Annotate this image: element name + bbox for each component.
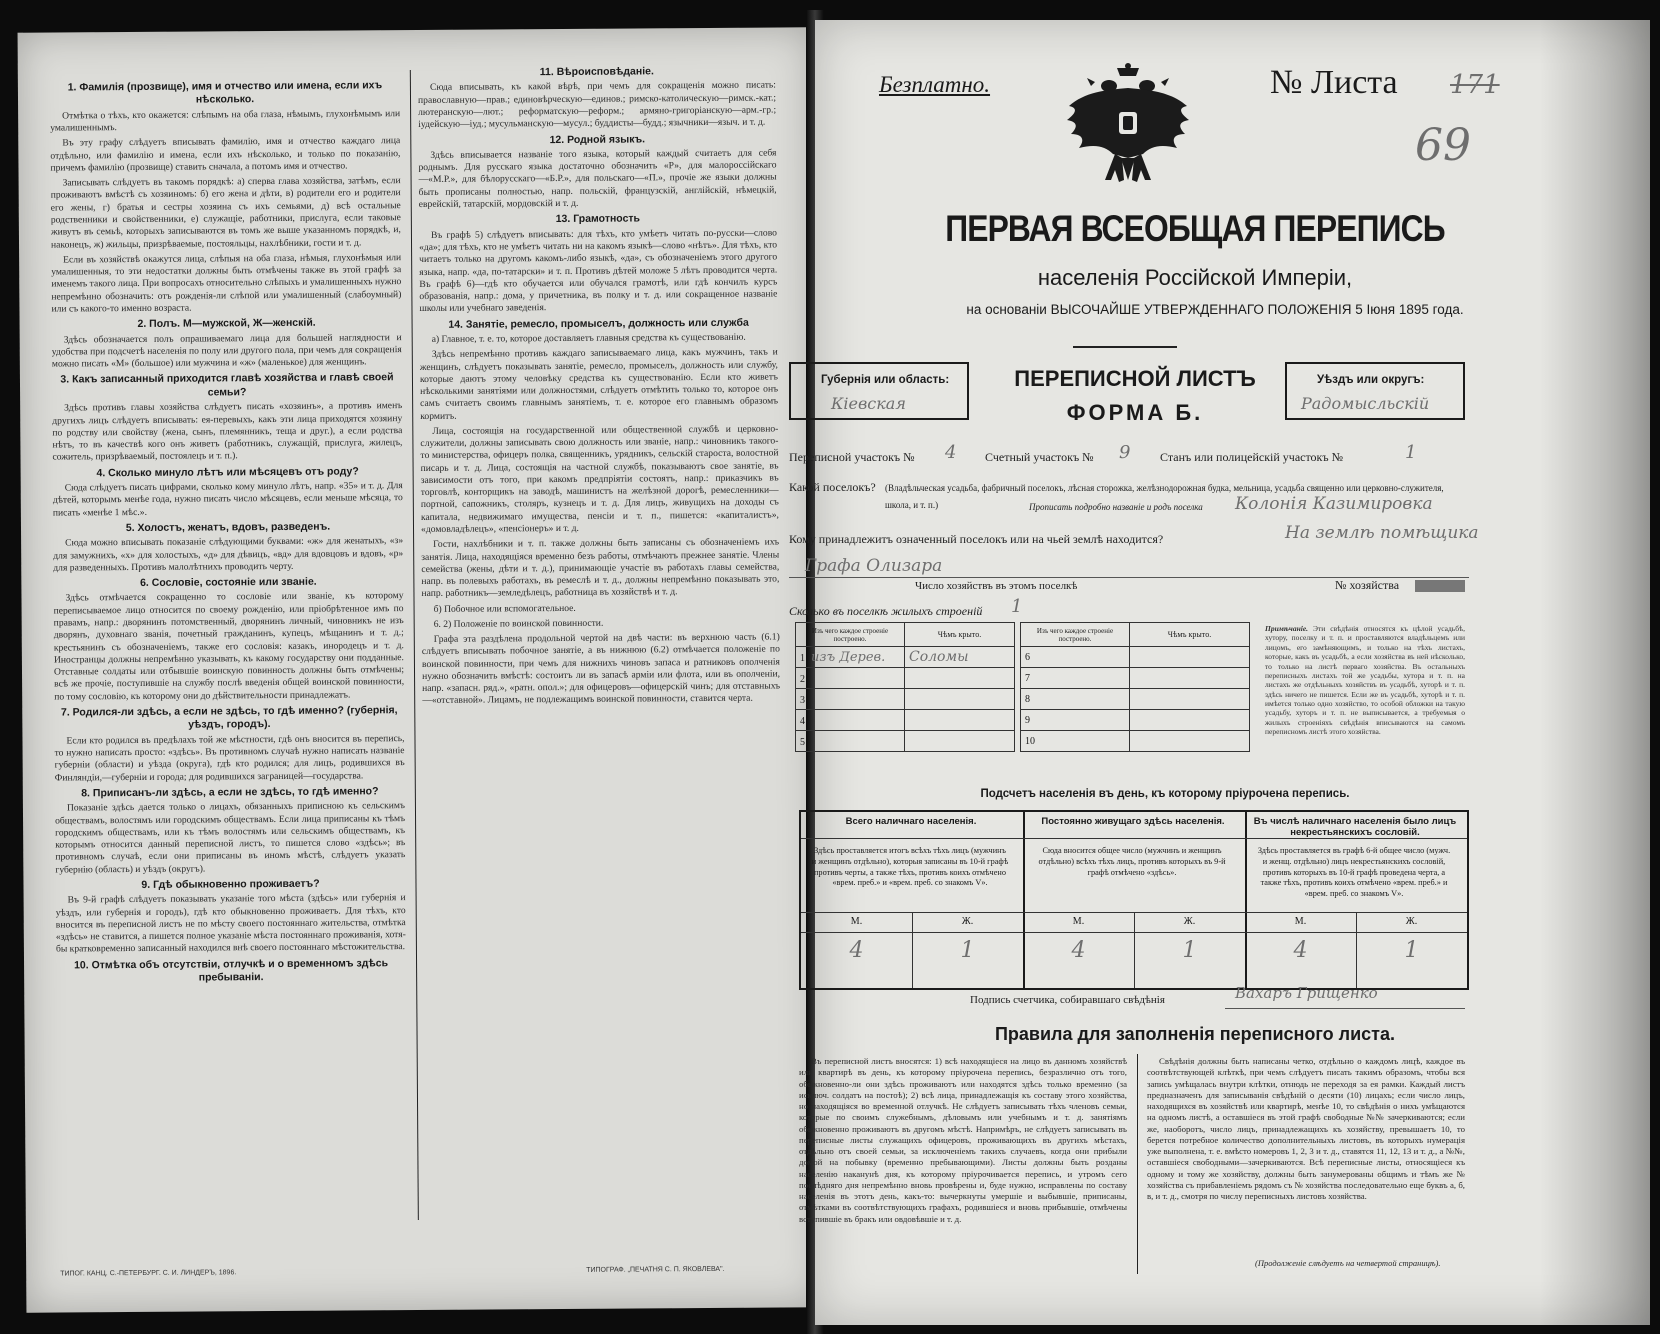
instruction-heading: 1. Фамилія (прозвище), имя и отчество или имена, если ихъ нѣсколько.: [67, 79, 383, 106]
instruction-paragraph: Здѣсь отмѣчается сокращенно то сословіе или званіе, къ которому переписываемое лицо относится по своему рожденію, или пріобрѣтенное имъ по правамъ, напр.: дворянинъ потомственный, дворянинъ личный, чиновникъ не изъ дворянъ, духовнаго званія, почетный гражданинъ, купецъ, мѣщанинъ и т. д.; крестьянинъ съ обозначеніемъ, также его сословія: казакъ, инородецъ и т. д. Иностранцы должны непремѣнно указывать, къ какому государству они подданные. Отставные солдаты или отбывшіе воинскую повинность должны быть отмѣчены; всѣ же прочіе, поступившіе на службу послѣ введенія общей воинской повинности, по тому сословію, къ которому они до дѣйствительности принадлежатъ.: [53, 590, 405, 703]
female-count-handwritten: 1: [960, 938, 975, 963]
instruction-heading: 2. Полъ. М—мужской, Ж—женскій.: [137, 316, 316, 331]
instruction-paragraph: Если въ хозяйствѣ окажутся лица, слѣпыя на оба глаза, нѣмыя, глухонѣмыя или умалишенныя, то эти недостатки должны быть отмѣчены также въ этой графѣ за именемъ такого лица. При вопросахъ относительно слѣпыхъ и умалишенныхъ нужно непремѣнно обозначить: отъ рожденія-ли слѣпой или умалишенный (слабоумный) или съ какого-то именно возраста.: [51, 251, 402, 315]
building-row: [796, 689, 1015, 710]
building-roof-cell: [1130, 731, 1250, 752]
rules-continued-note: (Продолженіе слѣдуетъ на четвертой страницѣ).: [1255, 1258, 1441, 1268]
census-subtitle-2: на основаніи ВЫСОЧАЙШЕ УТВЕРЖДЕННАГО ПОЛОЖЕНІЯ 5 Іюня 1895 года.: [966, 302, 1464, 317]
owner-handwritten-1: На землѣ помѣщика: [1285, 523, 1479, 543]
stan-label: Станъ или полицейскій участокъ №: [1160, 450, 1344, 464]
rules-title: Правила для заполненія переписного листа.: [994, 1024, 1396, 1044]
instruction-heading: 7. Родился-ли здѣсь, а если не здѣсь, то гдѣ именно? (губернія, уѣздъ, городъ).: [60, 704, 398, 731]
building-number: 2: [800, 673, 805, 685]
count-col-header: Всего наличнаго населенія.: [845, 816, 977, 827]
owner-handwritten-2: Графа Олизара: [805, 556, 943, 576]
male-count-handwritten: 4: [1071, 938, 1086, 963]
count-col-description: Здѣсь проставляется итогъ всѣхъ тѣхъ лицъ (мужчинъ и женщинъ отдѣльно), которыя записаны въ 10-й графѣ противъ черты, а также тѣхъ, противъ коихъ отмѣчено «врем. преб.» и «врем. преб. со знакомъ V».: [811, 846, 1009, 888]
instruction-paragraph: Лица, состоящія на государственной или общественной службѣ и церковно-служители, должны записывать свою должность или званіе, напр.: чиновникъ такого-то министерства, офицеръ полка, священникъ, урядникъ, сельскій староста, волостной писарь и т. д. Лица, состоящія на частной службѣ, показываютъ свое занятіе, въ зависимости отъ того, при какомъ предпріятіи состоятъ, напр.: приказчикъ въ торговлѣ, конторщикъ на заводѣ, машинистъ на желѣзной дорогѣ, ремесленники—портной, сапожникъ, столяръ, кузнецъ и т. д. Для лицъ, живущихъ на доходы съ капитала, недвижимаго имущества, пенсіи и т. п., пишется: «капиталистъ», «домовладѣлецъ», «пенсіонеръ» и т. д.: [420, 423, 779, 535]
household-number-label: № хозяйства: [1335, 578, 1400, 592]
page-number-handwritten: 69: [1415, 120, 1471, 171]
building-roof-handwritten: [905, 710, 1015, 731]
census-district-handwritten: 4: [945, 442, 957, 463]
stan-handwritten: 1: [1405, 442, 1417, 463]
sheet-number-handwritten: 171: [1450, 70, 1500, 100]
female-label: Ж.: [1405, 916, 1418, 927]
buildings-col-material: Изъ чего каждое строеніе построено.: [796, 623, 905, 647]
printer-imprint-right: ТИПОГРАФ. „ПЕЧАТНЯ С. П. ЯКОВЛЕВА".: [586, 1265, 725, 1274]
female-label: Ж.: [1183, 916, 1196, 927]
count-title: Подсчетъ населенія въ день, къ которому пріурочена перепись.: [980, 788, 1350, 800]
form-title: ПЕРЕПИСНОЙ ЛИСТЪ: [1014, 366, 1256, 391]
building-roof-handwritten: [905, 731, 1015, 752]
male-label: М.: [1294, 916, 1307, 927]
instruction-heading: 3. Какъ записанный приходится главѣ хозяйства и главѣ своей семьи?: [60, 371, 394, 399]
building-number: 9: [1021, 710, 1130, 731]
instruction-paragraph: Графа эта раздѣлена продольной чертой на двѣ части: въ верхнюю часть (6.1) слѣдуетъ вписывать побочное занятіе, а въ нижнюю (6.2) отмѣчается положеніе по воинской повинности, при чемъ для нижнихъ чиновъ запаса и ратниковъ ополченія нужно обозначить вмѣстѣ: состоитъ ли въ запасѣ арміи или флота, или въ ополченіи, напр. «запасн. ряд.», «ратн. опол.»; для офицеровъ—офицерскій чинъ; для отставныхъ—«отставной». Лицамъ, не подлежащимъ воинской повинности, ставится черта.: [421, 631, 781, 707]
building-number: 3: [800, 694, 805, 706]
female-count-handwritten: 1: [1182, 938, 1197, 963]
instruction-paragraph: Здѣсь непремѣнно противъ каждаго записываемаго лица, какъ мужчинъ, такъ и женщинъ, слѣдуетъ показывать занятіе, ремесло, промыселъ, должность или службу, которые даютъ этому человѣку средства къ существованію. Если кто живетъ нѣсколькими занятіями или должностями, слѣдуетъ отмѣтить только то, которое онъ самъ считаетъ своимъ главнымъ занятіемъ, т. е. которое его главнымъ образомъ кормитъ.: [419, 346, 779, 422]
count-col-description: Здѣсь проставляется въ графѣ 6-й общее число (мужч. и женщ. отдѣльно) лицъ некрестьянскихъ сословій, противъ которыхъ въ 10-й графѣ проведена черта, а также тѣхъ, противъ коихъ отмѣчено «врем. преб.» и «врем. преб. со знакомъ V».: [1257, 846, 1451, 899]
households-label: Число хозяйствъ въ этомъ поселкѣ: [915, 580, 1078, 592]
building-cell: [796, 647, 905, 668]
instruction-paragraph: Въ эту графу слѣдуетъ вписывать фамилію, имя и отчество каждаго лица отдѣльно, или фамилію и имена, если ихъ нѣсколько, и только по показанію, причемъ фамилію (прозвище) ставить сначала, а потомъ имя и отчество.: [50, 135, 401, 174]
buildings-table-right: [1020, 622, 1250, 752]
county-handwritten: Радомысльскій: [1301, 394, 1430, 413]
instruction-heading: 8. Приписанъ-ли здѣсь, а если не здѣсь, то гдѣ именно?: [81, 785, 379, 800]
census-subtitle-1: населенія Россійской Имперіи,: [1037, 265, 1353, 290]
count-row-divider: [801, 912, 1467, 913]
building-row: [796, 668, 1015, 689]
building-roof-handwritten: [905, 689, 1015, 710]
settlement-handwritten: Колонія Казимировка: [1235, 494, 1433, 514]
building-roof-cell: [1130, 668, 1250, 689]
household-number-redaction: [1415, 580, 1465, 592]
building-row: [1021, 647, 1250, 668]
census-title: ПЕРВАЯ ВСЕОБЩАЯ ПЕРЕПИСЬ: [945, 208, 1445, 249]
count-col-header: Въ числѣ наличнаго населенія было лицъ некрестьянскихъ сословій.: [1253, 816, 1457, 838]
signature-handwritten: Вахаръ Грищенко: [1235, 984, 1378, 1002]
instruction-paragraph: а) Главное, т. е. то, которое доставляетъ главныя средства къ существованію.: [431, 331, 746, 345]
buildings-col-material-2: Изъ чего каждое строеніе построено.: [1021, 623, 1130, 647]
instruction-paragraph: 6. 2) Положеніе по воинской повинности.: [433, 617, 604, 630]
instruction-paragraph: Гости, нахлѣбники и т. п. также должны быть записаны съ обозначеніемъ ихъ занятія. Лица, находящіяся временно безъ работы, отмѣчаютъ прежнее занятіе. Члены семейства (жены, дѣти и т. д.), принимающіе участіе въ работахъ главы семейства, напр. въ полевыхъ работахъ, въ ремеслѣ и т. д., должны непремѣнно показывать это, напр. работникъ—земледѣлецъ, работница въ хозяйствѣ и т. д.: [421, 536, 780, 600]
owner-label: Кому принадлежитъ означенный поселокъ или на чьей землѣ находится?: [789, 532, 1164, 546]
page-edge-shadow: [1540, 20, 1650, 1325]
female-count-handwritten: 1: [1404, 938, 1419, 963]
form-subtitle: ФОРМА Б.: [1066, 400, 1204, 425]
free-label: Безплатно.: [879, 72, 991, 97]
building-row: [1021, 710, 1250, 731]
building-roof-handwritten: Соломы: [905, 647, 1015, 668]
instruction-paragraph: Показаніе здѣсь дается только о лицахъ, обязанныхъ приписною къ сельскимъ обществамъ, волостямъ или городскимъ обществамъ. Если лица приписаны къ тѣмъ городскимъ обществамъ, или къ тѣмъ волостямъ или сельскимъ обществамъ, къ которымъ относится данный переписной листъ, то пишется слово «здѣсь»; въ противномъ случаѣ, если они приписаны въ иномъ мѣстѣ, слѣдуетъ указать губернію (область) и уѣздъ (округъ).: [55, 800, 406, 876]
building-row: [1021, 689, 1250, 710]
building-number: 1: [800, 652, 805, 664]
signature-line: [1225, 1008, 1465, 1009]
building-cell: [796, 731, 905, 752]
imperial-eagle-emblem: [1065, 62, 1191, 194]
settlement-description: (Владѣльческая усадьба, фабричный поселокъ, лѣсная сторожка, желѣзнодорожная будка, мельница, усадьба священно или церковно-служителя, школа, и т. п.): [885, 483, 1444, 511]
province-box: [789, 362, 969, 420]
building-material-handwritten: изъ Дерев.: [811, 649, 886, 665]
instruction-heading: 12. Родной языкъ.: [549, 132, 646, 146]
instruction-heading: 11. Вѣроисповѣданіе.: [539, 65, 654, 79]
building-cell: [796, 689, 905, 710]
province-label: Губернія или область:: [821, 374, 950, 386]
instructions-column-2: [418, 61, 784, 1213]
buildings-table-left: [795, 622, 1015, 752]
instruction-heading: 9. Гдѣ обыкновенно проживаетъ?: [141, 877, 320, 891]
building-number: 5: [800, 736, 805, 748]
settlement-instruction: Прописать подробно названіе и родъ поселка: [1025, 502, 1203, 512]
counting-district-label: Счетный участокъ №: [985, 450, 1094, 464]
right-page: [789, 20, 1650, 1325]
building-row: [796, 647, 1015, 668]
instruction-heading: 5. Холостъ, женатъ, вдовъ, разведенъ.: [125, 520, 331, 534]
building-number: 4: [800, 715, 805, 727]
male-label: М.: [1072, 916, 1085, 927]
instruction-heading: 6. Сословіе, состояніе или званіе.: [140, 575, 317, 589]
male-count-handwritten: 4: [1293, 938, 1308, 963]
instruction-paragraph: Сюда можно вписывать показаніе слѣдующими буквами: «ж» для женатыхъ, «з» для замужнихъ, «х» для холостыхъ, «д» для дѣвицъ, «вд» для вдовцовъ и вдовъ, «р» для разведенныхъ. Противъ малолѣтнихъ проводить черту.: [53, 535, 404, 574]
building-row: [796, 710, 1015, 731]
title-rule: [1073, 346, 1177, 348]
instructions-column-1: [50, 76, 408, 1218]
building-roof-cell: [1130, 647, 1250, 668]
county-box: [1285, 362, 1465, 420]
building-row: [1021, 668, 1250, 689]
settlement-label: Какой поселокъ?: [789, 480, 876, 494]
instruction-paragraph: Здѣсь противъ главы хозяйства слѣдуетъ писать «хозяинъ», а противъ именъ другихъ лицъ слѣдуетъ вписывать: ея-перевыхъ, какъ эти лица приходятся хозяину по родству или свойству (жена, сынъ, племянникъ, теща и друг.), а если родства нѣтъ, то въ качествѣ кого онъ живетъ (работникъ, служащій, прислуга, жилецъ, сожитель, призрѣваемый, постоялецъ и т. п.).: [52, 400, 403, 463]
printer-imprint-left: ТИПОГ. КАНЦ. С.-ПЕТЕРБУРГ. С. И. ЛИНДЕРЪ, 1896.: [60, 1269, 237, 1278]
buildings-label: Сколько въ поселкѣ жилыхъ строеній: [789, 604, 983, 618]
instruction-paragraph: Здѣсь обозначается полъ опрашиваемаго лица для большей наглядности и удобства при подсчетѣ населенія по полу или другого пола, при чемъ для сокращенія можно писать «М» (большое) или мужчина и «ж» (маленькое) для женщинъ.: [51, 331, 402, 370]
counting-district-handwritten: 9: [1119, 442, 1131, 463]
instruction-paragraph: б) Побочное или вспомогательное.: [433, 602, 576, 615]
instruction-heading: 14. Занятіе, ремесло, промыселъ, должность или служба: [448, 316, 749, 331]
count-col-header: Постоянно живущаго здѣсь населенія.: [1041, 816, 1225, 827]
building-number: 7: [1021, 668, 1130, 689]
instruction-paragraph: Здѣсь вписывается названіе того языка, который каждый считаетъ для себя роднымъ. Для русскаго языка достаточно обозначить «Р», для малороссійскаго—«М.Р.», для бѣлорусскаго—«Б.Р.», для польскаго—«П.», прочіе же языки должны быть прописаны полностью, напр. польскій, французскій, англійскій, нѣмецкій, еврейскій, татарскій, мордовскій и т. д.: [418, 147, 777, 210]
buildings-note: [1265, 624, 1465, 737]
instruction-paragraph: Въ 9-й графѣ слѣдуетъ показывать указаніе того мѣста (здѣсь» или губернія и уѣздъ, или губернія и городъ), гдѣ кто обыкновенно проживаетъ. Для тѣхъ, кто вносится въ переписной листъ не по мѣсту своего постояннаго жительства, отмѣтка «здѣсь» не ставится, а пишется полное указаніе мѣста постояннаго проживанія, хотя-бы кратковременно записанный находился внѣ своего постояннаго мѣстожительства.: [55, 892, 406, 955]
column-divider: [410, 70, 419, 1220]
building-cell: [796, 668, 905, 689]
left-page: [18, 27, 822, 1313]
count-col-description: Сюда вносится общее число (мужчинъ и женщинъ отдѣльно) всѣхъ тѣхъ лицъ, противъ которыхъ въ 9-й графѣ отмѣчено «здѣсь».: [1038, 846, 1226, 877]
female-label: Ж.: [961, 916, 974, 927]
building-cell: [796, 710, 905, 731]
building-roof-cell: [1130, 689, 1250, 710]
instruction-heading: 10. Отмѣтка объ отсутствіи, отлучкѣ и о временномъ здѣсь пребываніи.: [74, 956, 389, 984]
instruction-paragraph: Отмѣтка о тѣхъ, кто окажется: слѣпымъ на оба глаза, нѣмымъ, глухонѣмымъ или умалишеннымъ.: [50, 107, 401, 134]
count-row-divider: [801, 838, 1467, 839]
building-number: 8: [1021, 689, 1130, 710]
building-roof-cell: [1130, 710, 1250, 731]
instruction-paragraph: Въ графѣ 5) слѣдуетъ вписывать: для тѣхъ, кто умѣетъ читать по-русски—слово «да»; для тѣхъ, кто не умѣетъ читать ни на какомъ языкѣ—слово «нѣтъ». Для тѣхъ, кто читаетъ только на другомъ какомъ-либо языкѣ, «да», съ обозначеніемъ этого другого языка, напр. «да, по-татарски» и т. п. Противъ дѣтей моложе 5 лѣтъ проводится черта. Въ графѣ 6)—гдѣ кто обучается или обучался грамотѣ, или гдѣ кончилъ курсъ образованія, напр.: дома, у причетника, въ полку и т. д. или сокращенное названіе школы или учебнаго заведенія.: [419, 227, 778, 315]
count-row-divider: [801, 932, 1467, 933]
rules-divider: [1137, 1054, 1138, 1274]
male-count-handwritten: 4: [849, 938, 864, 963]
instruction-paragraph: Если кто родился въ предѣлахъ той же мѣстности, гдѣ онъ вносится въ перепись, то нужно написать просто: «здѣсь». Въ противномъ случаѣ нужно написать названіе губерніи (области) и уѣзда (округа), гдѣ кто родился; для лицъ, родившихся въ Финляндіи,—губерніи и города; для родившихся заграницей—государства.: [54, 732, 405, 784]
buildings-col-roof-2: Чѣмъ крыто.: [1130, 623, 1250, 647]
signature-label: Подпись счетчика, собиравшаго свѣдѣнія: [970, 994, 1165, 1006]
buildings-col-roof: Чѣмъ крыто.: [905, 623, 1015, 647]
county-label: Уѣздъ или округъ:: [1317, 374, 1425, 386]
instruction-heading: 4. Сколько минуло лѣтъ или мѣсяцевъ отъ роду?: [96, 464, 359, 479]
male-label: М.: [850, 916, 863, 927]
building-number: 6: [1021, 647, 1130, 668]
building-row: [1021, 731, 1250, 752]
province-handwritten: Кіевская: [831, 394, 906, 413]
instruction-paragraph: Записывать слѣдуетъ въ такомъ порядкѣ: а) сперва глава хозяйства, затѣмъ, если проживаютъ вмѣстѣ съ хозяиномъ: б) его жена и дѣти, в) родители его и родители его жены, г) братья и сестры хозяина съ ихъ семьями, д) всѣ остальные родственники и свойственники, е) служащіе, работники, прислуга, если таковые живутъ въ семьѣ, которыхъ записываются въ томъ же выше указанномъ порядкѣ, и, наконецъ, ж) жильцы, призрѣваемые, постояльцы, нахлѣбники, гости и т. д.: [50, 175, 401, 251]
instruction-paragraph: Сюда слѣдуетъ писать цифрами, сколько кому минуло лѣтъ, напр. «35» и т. д. Для дѣтей, которымъ менѣе года, нужно писать число мѣсяцевъ, если меньше мѣсяца, то писать «менѣе 1 мѣс.».: [52, 480, 403, 519]
instruction-paragraph: Сюда вписывать, къ какой вѣрѣ, при чемъ для сокращенія можно писать: православную—прав.; единовѣрческую—единов.; римско-католическую—римск.-кат.; лютеранскую—лют.; реформатскую—реформ.; армяно-григоріанскую—арм.-гр.; іудейскую—іуд.; мусульманскую—мусул.; буддисты—будд.; язычники—языч. и т. д.: [417, 79, 777, 131]
population-count-table: [799, 810, 1469, 990]
buildings-handwritten: 1: [1011, 596, 1023, 617]
building-roof-handwritten: [905, 668, 1015, 689]
rules-column-1: Въ переписной листъ вносятся: 1) всѣ находящіеся на лицо въ данномъ хозяйствѣ или квартирѣ въ день, къ которому пріурочена перепись, безразлично отъ того, обыкновенно-ли они здѣсь проживаютъ или находятся здѣсь только временно (за исключ. солдатъ на постоѣ); 2) всѣ лица, принадлежащія къ составу этого хозяйства, но находящіяся во временной отлучкѣ. Не слѣдуетъ записывать тѣхъ членовъ семьи, которые по своимъ служебнымъ, дѣловымъ или учебнымъ и т. д. занятіямъ обыкновенно проживаютъ въ другомъ мѣстѣ. Напримѣръ, не слѣдуетъ записывать въ переписные листы служащихъ офицеровъ, проживающихъ въ другихъ мѣстахъ, отдѣльно отъ своей семьи, за исключеніемъ такихъ случаевъ, когда они прибыли домой на побывку (временно пребывающими). Листы должны быть розданы населенію наканунѣ дня, къ которому пріурочивается перепись, и утромъ сего послѣдняго дня непремѣнно вновь провѣрены и, буде нужно, исправлены по составу населенія въ этотъ день, какъ-то: вычеркнуты умершіе и выбывшіе, приписаны, отмѣтками въ соотвѣтствующихъ графахъ, родившіеся и вновь прибывшіе, отмѣчены вступившіе въ бракъ или овдовѣвшіе и т. д.: [799, 1056, 1127, 1224]
sheet-number-label: № Листа: [1270, 64, 1398, 101]
instruction-heading: 13. Грамотность: [555, 212, 641, 226]
rules-column-2: Свѣдѣнія должны быть написаны четко, отдѣльно о каждомъ лицѣ, каждое въ соотвѣтствующей клѣткѣ, при чемъ слѣдуетъ писать такимъ образомъ, чтобы вся запись умѣщалась внутри клѣтки, отнюдь не переходя за ея рамки. Каждый листъ предназначенъ для записыванія свѣдѣній о десяти (10) лицахъ; если число лицъ, находящихся въ хозяйствѣ или квартирѣ, менѣе 10, то свѣдѣнія о нихъ умѣщаются на одномъ листѣ, а оставшіеся въ этой графѣ свободные №№ зачеркиваются; если же, наоборотъ, число лицъ, принадлежащихъ къ хозяйству, превышаетъ 10, то берется потребное количество дополнительныхъ листовъ, въ которыхъ нумерація уже выполнена, т. е. вмѣсто номеровъ 1, 2, 3 и т. д., ставятся 11, 12, 13 и т. д., а №№, оставшіеся свободными—зачеркиваются. Всѣ переписные листы, относящіеся къ одному и тому же хозяйству, должны быть занумерованы общимъ и тѣмъ же № хозяйства съ прибавленіемъ рядомъ съ № хозяйства последовательно еще буквъ а, б, в, и т. д., смотря по числу переписныхъ листовъ хозяйства.: [1147, 1056, 1465, 1201]
census-district-label: Переписной участокъ №: [789, 450, 915, 464]
building-number: 10: [1021, 731, 1130, 752]
buildings-note-text: Эти свѣдѣнія относятся къ цѣлой усадьбѣ, хутору, поселку и т. п. и проставляются владѣльцемъ или лицомъ, его замѣняющимъ, и только на тѣхъ листахъ, которые, какъ въ усадьбѣ, а если хозяйства въ ней нѣсколько, то только на листѣ перваго хозяйства. Въ остальныхъ переписныхъ листахъ той же усадьбы, хутора и т. п. на листахъ же отдѣльныхъ хозяйствъ въ усадьбѣ, хуторѣ и т. п. здѣсь ничего не пишется. Если же въ усадьбѣ, хуторѣ и т. п. имѣется только одно хозяйство, то особой обложки на такую усадьбу, хуторъ и т. п. не выписывается, а требуемыя о жилыхъ строеніяхъ свѣдѣнія вписываются на самомъ переписномъ листѣ этого хозяйства.: [1265, 624, 1465, 737]
building-row: [796, 731, 1015, 752]
buildings-note-label: Примѣчаніе.: [1265, 624, 1309, 633]
